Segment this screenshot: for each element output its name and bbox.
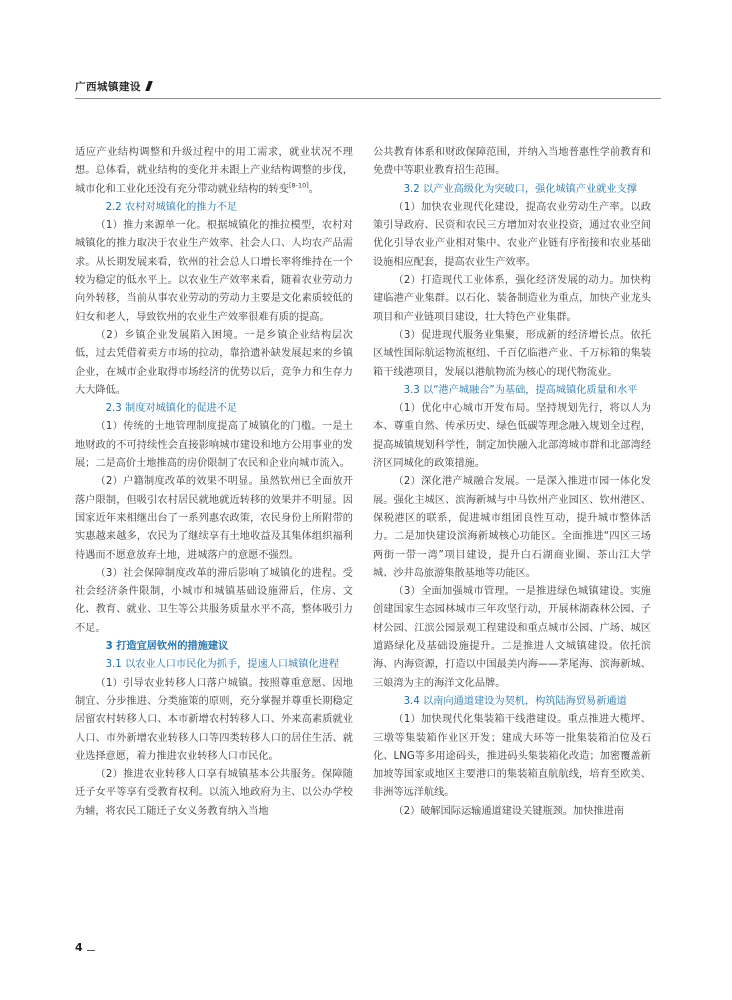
- section-heading-3-4: 3.4 以南向通道建设为契机，构筑陆海贸易新通道: [403, 695, 627, 707]
- paragraph: （2）打造现代工业体系，强化经济发展的动力。加快构建临港产业集群。以石化、装备制造业为重点，加快产业龙头项目和产业链项目建设，壮大特色产业集群。: [373, 275, 651, 323]
- paragraph: （2）破解国际运输通道建设关键瓶颈。加快推进南: [393, 805, 624, 817]
- page-footer: [75, 941, 95, 954]
- section-heading-3-3: 3.3 以“港产城融合”为基础，提高城镇化质量和水平: [403, 384, 638, 396]
- paragraph-end: 。: [308, 183, 319, 195]
- paragraph-text: 适应产业结构调整和升级过程中的用工需求，就业状况不理想。总体看，就业结构的变化并未跟上产业结构调整的步伐，城市化和工业化还没有充分带动就业结构的转变: [75, 147, 353, 195]
- paragraph: （1）推力来源单一化。根据城镇化的推拉模型，农村对城镇化的推力取决于农业生产效率、社会人口、人均农产品需求。从长期发展来看，钦州的社会总人口增长率将维持在一个较为稳定的低水平上。以农业生产效率来看，随着农业劳动力向外转移，当前从事农业劳动的劳动力主要是文化素质较低的妇女和老人，导致钦州的农业生产效率很难有质的提高。: [75, 220, 353, 323]
- paragraph: （3）促进现代服务业集聚，形成新的经济增长点。依托区域性国际航运物流枢纽、千百亿临港产业、千万标箱的集装箱干线港项目，发展以港航物流为核心的现代物流业。: [373, 329, 651, 378]
- paragraph: （2）乡镇企业发展陷入困境。一是乡镇企业结构层次低，过去凭借着卖方市场的拉动，靠拾遗补缺发展起来的乡镇企业，在城市企业取得市场经济的优势以后，竞争力和生存力大大降低。: [75, 329, 353, 396]
- paragraph: （3）全面加强城市管理。一是推进绿色城镇建设。实施创建国家生态园林城市三年攻坚行动，开展林湖森林公园、子材公园、江滨公园景观工程建设和重点城市公园、广场、城区道路绿化及基础设施提升。二是推进人文城镇建设。依托滨海、内海资源，打造以中国最美内海——茅尾海、滨海新城、三娘湾为主的海洋文化品牌。: [373, 586, 651, 689]
- paragraph: （1）加快农业现代化建设，提高农业劳动生产率。以政策引导政府、民资和农民三方增加对农业投资，通过农业空间优化引导农业产业相对集中、农业产业链有序衔接和农业基础设施相应配套，提高农业生产效率。: [373, 201, 651, 268]
- section-heading-3-2: 3.2 以产业高级化为突破口，强化城镇产业就业支撑: [403, 183, 637, 195]
- paragraph: （2）户籍制度改革的效果不明显。虽然钦州已全面放开落户限制，但吸引农村居民就地就近转移的效果并不明显。因国家近年来相继出台了一系列惠农政策，农民身份上所附带的实惠越来越多，农民为了继续享有土地收益及其集体组织福利待遇而不愿意放弃土地，进城落户的意愿不强烈。: [75, 476, 353, 561]
- paragraph: [75, 144, 353, 199]
- paragraph: （2）推进农业转移人口享有城镇基本公共服务。保障随迁子女平等享有受教育权利。以流入地政府为主、以公办学校为辅，将农民工随迁子女义务教育纳入当地: [75, 769, 353, 817]
- section-heading-3: 3 打造宜居钦州的措施建议: [105, 641, 229, 653]
- paragraph: 公共教育体系和财政保障范围，并纳入当地普惠性学前教育和免费中等职业教育招生范围。: [373, 147, 651, 177]
- running-header: [75, 79, 151, 93]
- right-column: [373, 144, 651, 821]
- paragraph: （3）社会保障制度改革的滞后影响了城镇化的进程。受社会经济条件限制，小城市和城镇基础设施滞后，住房、文化、教育、就业、卫生等公共服务质量水平不高，整体吸引力不足。: [75, 567, 353, 634]
- page-number: 4: [75, 941, 83, 954]
- paragraph: （2）深化港产城融合发展。一是深入推进市园一体化发展。强化主城区、滨海新城与中马钦州产业园区、钦州港区、保税港区的联系，促进城市组团良性互动，提升城市整体活力。二是加快建设滨海新城核心功能区。全面推进“四区三场两街一带一湾”项目建设，提升白石湖商业圈、茶山江大学城、沙井岛旅游集散基地等功能区。: [373, 476, 651, 579]
- paragraph: （1）传统的土地管理制度提高了城镇化的门槛。一是土地财政的不可持续性会直接影响城市建设和地方公用事业的发展；二是高价土地推高的房价限制了农民和企业向城市流入。: [75, 421, 353, 470]
- section-heading-2-3: 2.3 制度对城镇化的促进不足: [105, 403, 238, 415]
- section-heading-3-1: 3.1 以农业人口市民化为抓手，提速人口城镇化进程: [105, 659, 339, 671]
- paragraph: （1）加快现代化集装箱干线港建设。重点推进大榄坪、三墩等集装箱作业区开发；建成大环等一批集装箱泊位及石化、LNG等多用途码头，推进码头集装箱化改造；加密覆盖新加坡等国家或地区主要港口的集装箱直航航线，培育至欧美、非洲等远洋航线。: [373, 714, 651, 799]
- left-column: [75, 144, 353, 821]
- journal-title: 广西城镇建设: [75, 80, 141, 93]
- header-rule: [75, 98, 661, 99]
- paragraph: （1）优化中心城市开发布局。坚持规划先行，将以人为本、尊重自然、传承历史、绿色低碳等理念融入规划全过程，提高城镇规划科学性，制定加快融入北部湾城市群和北部湾经济区同城化的政策措施。: [373, 403, 651, 470]
- citation-ref: [8-10]: [288, 181, 309, 190]
- section-heading-2-2: 2.2 农村对城镇化的推力不足: [105, 201, 238, 213]
- paragraph: （1）引导农业转移人口落户城镇。按照尊重意愿、因地制宜、分步推进、分类施策的原则，充分掌握并尊重长期稳定居留农村转移人口、本市新增农村转移人口、外来高素质就业人口、市外新增农业转移人口等四类转移人口的居住生活、就业选择意愿，着力推进农业转移人口市民化。: [75, 677, 353, 762]
- header-slash-mark: [145, 81, 153, 91]
- page-number-dash: [87, 950, 95, 951]
